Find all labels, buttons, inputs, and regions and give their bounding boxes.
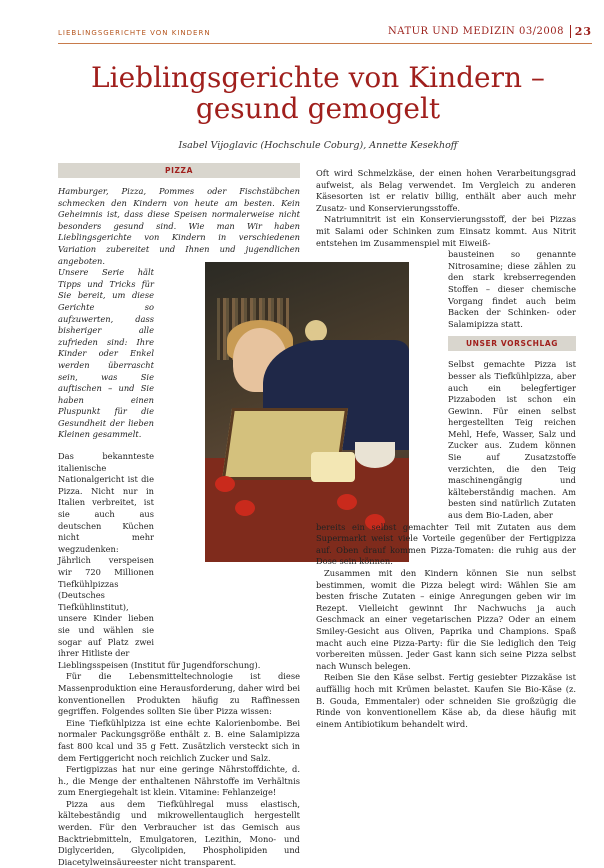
right-paragraph-1: Oft wird Schmelzkäse, der einen hohen Verarbeitungsgrad aufweist, als Belag verwendet. Im Vergleich zu anderen Käsesorten ist er relativ billig, enthält aber auch mehr Zusatz- und Konservierungsstoffe. xyxy=(316,168,576,213)
section-label-pizza: PIZZA xyxy=(58,163,300,178)
right-paragraph-3: Zusammen mit den Kindern können Sie nun selbst bestimmen, womit die Pizza belegt wird: Wählen Sie am besten frische Zutaten – einige Anregungen geben wir im Rezept. Vielleicht gewinnt Ihr Nachwuchs ja auch Geschmack an einer vegetarischen Pizza? Oder an einem Smiley-Gesicht aus Oliven, Paprika und Champions. Spaß macht auch eine Pizza-Party: für die Sie lediglich den Teig vorbereiten müssen. Jeder Gast kann sich seine Pizza selbst nach Wunsch belegen. xyxy=(316,568,576,671)
tomato-image-part xyxy=(235,500,255,516)
tomato-image-part xyxy=(215,476,235,492)
body-paragraph-3: Eine Tiefkühlpizza ist eine echte Kalorienbombe. Bei normaler Packungsgröße enthält z. B. eine Salamipizza fast 800 kcal und 35 g Fett. Zusätzlich versteckt sich in dem Fertiggericht noch reichlich Zucker und Salz. xyxy=(58,717,300,763)
journal-name: NATUR UND MEDIZIN 03/2008 xyxy=(388,26,564,37)
article-authors: Isabel Vijoglavic (Hochschule Coburg), Annette Kesekhoff xyxy=(178,140,458,151)
right-wrap-block xyxy=(448,249,576,521)
right-paragraph-4: Reiben Sie den Käse selbst. Fertig gesiebter Pizzakäse ist auffällig hoch mit Krümen belastet. Kaufen Sie Bio-Käse (z. B. Gouda, Emmentaler) oder schneiden Sie großzügig die Rinde von konventionellem Käse ab, da diese häufig mit einem Antibiotikum behandelt wird. xyxy=(316,672,576,729)
title-line-2: gesund gemogelt xyxy=(195,92,441,125)
running-header xyxy=(58,26,592,40)
title-line-1: Lieblingsgerichte von Kindern – xyxy=(91,61,545,94)
intro-paragraph xyxy=(58,186,300,267)
article-title xyxy=(58,62,578,124)
section-header: LIEBLINGSGERICHTE VON KINDERN xyxy=(58,29,211,37)
body-paragraph-5: Pizza aus dem Tiefkühlregal muss elastisch, kältebeständig und mikrowellentauglich hergestellt werden. Für den Verbraucher ist das Gemisch aus Backtriebmitteln, Emulgatoren, Lezithin, Mono- und Diglyceriden, Glycolipiden, Phospholipiden und Diacetylweinsäureester nicht transparent. xyxy=(58,798,300,867)
section-label-unser-vorschlag: UNSER VORSCHLAG xyxy=(448,336,576,351)
intro-paragraph-narrow: Unsere Serie hält Tipps und Tricks für Sie bereit, um diese Gerichte so aufzuwerten, dass bisheriger alle zufrieden sind: Ihre Kinder oder Enkel werden überrascht sein, was Sie auftischen – und Sie haben einen Pluspunkt für die Gesundheit der lieben Kleinen gesammelt. xyxy=(58,267,154,440)
suggestion-paragraph-wrap: Selbst gemachte Pizza ist besser als Tiefkühlpizza, aber auch ein belegfertiger Pizzaboden ist schon ein Gewinn. Für einen selbst hergestellten Teig reichen Mehl, Hefe, Wasser, Salz und Zucker aus. Zudem können Sie auf Zusatzstoffe verzichten, die den Teig maschinengängig und kälteberständig machen. Am besten sind natürlich Zutaten aus dem Bio-Laden, aber xyxy=(448,359,576,521)
body-paragraph-1-end: Lieblingsspeisen (Institut für Jugendforschung). xyxy=(58,659,261,670)
body-paragraph-1: Das bekannteste italienische Nationalgericht ist die Pizza. Nicht nur in Italien verbreitet, ist sie auch aus deutschen Küchen nicht mehr wegzudenken: Jährlich verspeisen wir 720 Millionen Tiefkühlpizzas (Deutsches Tiefkühlinstitut), unsere Kinder lieben sie und wählen sie sogar auf Platz zwei ihrer Hitliste der xyxy=(58,451,154,659)
right-column xyxy=(316,168,576,730)
right-paragraph-2-wrap: bausteinen so genannte Nitrosamine; diese zählen zu den stark krebserregenden Stoffen – dieser chemische Vorgang findet auch beim Backen der Schinken- oder Salamipizza statt. xyxy=(448,249,576,329)
intro-text-wide: Hamburger, Pizza, Pommes oder Fischstäbchen schmecken den Kindern von heute am besten. Kein Geheimnis ist, dass diese Speisen normalerweise nicht besonders gesund sind. Wie man Wir haben Lieblingsgerichte von Kindern in verschiedenen Variation zubereitet und Ihnen und jugendlichen angeboten. xyxy=(58,186,300,266)
body-paragraph-4: Fertigpizzas hat nur eine geringe Nährstoffdichte, d. h., die Menge der enthaltenen Nährstoffe im Verhältnis zum Energiegehalt ist klein. Vitamine: Fehlanzeige! xyxy=(58,764,300,798)
page-number: 23 xyxy=(570,25,592,38)
suggestion-paragraph-full: bereits ein selbst gemachter Teil mit Zutaten aus dem Supermarkt weist viele Vorteile gegenüber der Fertigpizza auf. Oben drauf kommen Pizza-Tomaten: die ruhig aus der Dose sein können. xyxy=(316,521,576,567)
right-paragraph-2: Natriumnitrit ist ein Konservierungsstoff, der bei Pizzas mit Salami oder Schinken zum Einsatz kommt. Aus Nitrit entstehen im Zusammenspiel mit Eiweiß- xyxy=(316,214,576,248)
header-rule xyxy=(58,43,592,44)
body-paragraph-2: Für die Lebensmitteltechnologie ist diese Massenproduktion eine Herausforderung, daher wird bei konventionellen Produkten häufig zu Raffinessen gegriffen. Folgendes sollten Sie über Pizza wissen: xyxy=(58,671,300,717)
